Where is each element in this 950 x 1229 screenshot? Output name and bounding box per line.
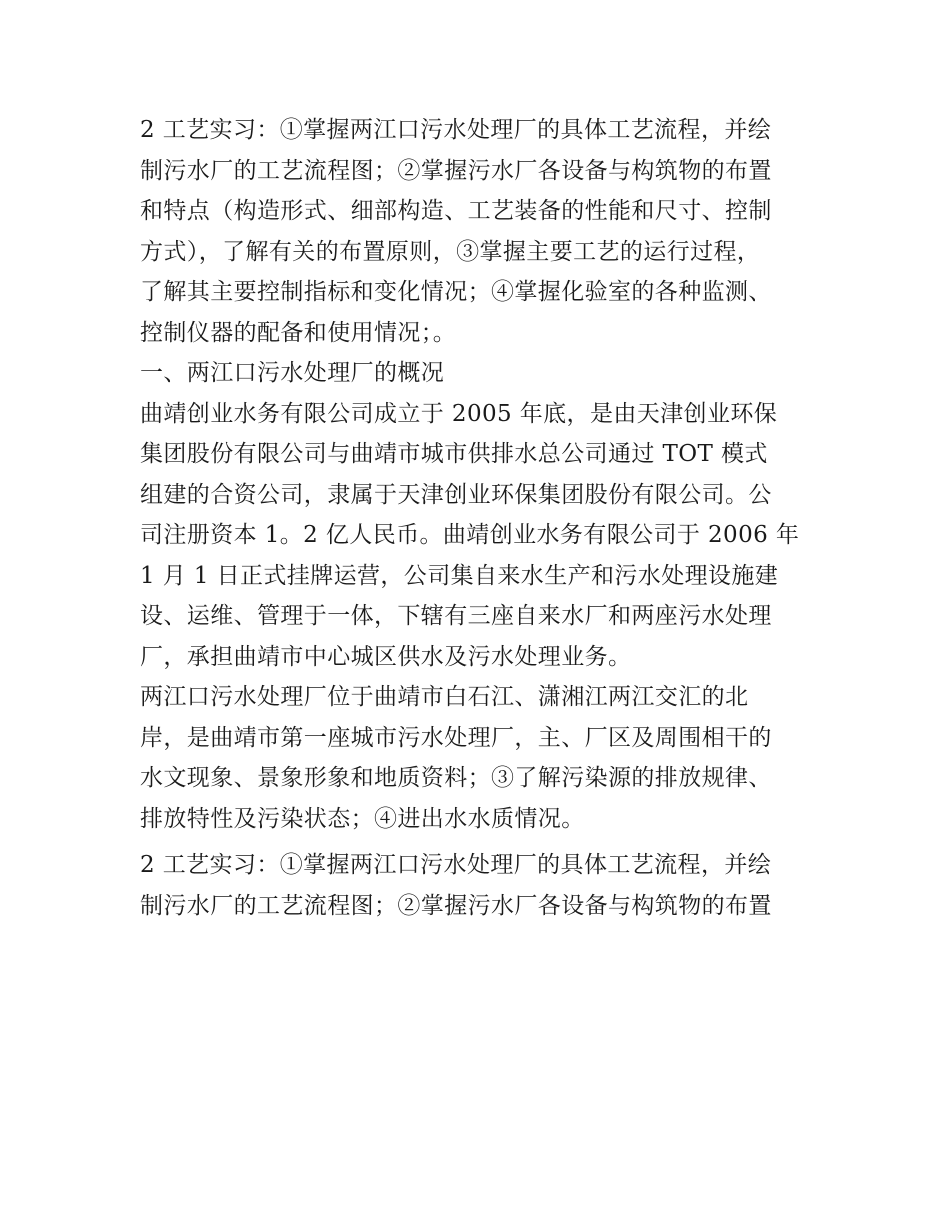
paragraph-line: 了解其主要控制指标和变化情况；④掌握化验室的各种监测、 [140, 279, 772, 305]
paragraph-line: 司注册资本 1。2 亿人民币。曲靖创业水务有限公司于 2006 年 [140, 522, 800, 548]
paragraph-line: 制污水厂的工艺流程图；②掌握污水厂各设备与构筑物的布置 [140, 157, 772, 184]
paragraph-line: 和特点（构造形式、细部构造、工艺装备的性能和尺寸、控制 [140, 198, 772, 224]
paragraph-line: 岸，是曲靖市第一座城市污水处理厂，主、厂区及周围相干的 [140, 724, 772, 751]
paragraph-line: 厂，承担曲靖市中心城区供水及污水处理业务。 [140, 643, 632, 670]
paragraph-line: 控制仪器的配备和使用情况；。 [140, 319, 457, 346]
paragraph-line: 曲靖创业水务有限公司成立于 2005 年底，是由天津创业环保 [140, 400, 778, 427]
document-body [140, 110, 820, 926]
paragraph-line: 集团股份有限公司与曲靖市城市供排水总公司通过 TOT 模式 [140, 441, 768, 467]
paragraph-line: 排放特性及污染状态；④进出水水质情况。 [140, 805, 585, 832]
paragraph-line: 方式），了解有关的布置原则，③掌握主要工艺的运行过程， [140, 238, 761, 265]
paragraph-line: 设、运维、管理于一体，下辖有三座自来水厂和两座污水处理 [140, 603, 772, 629]
paragraph-line: 2 工艺实习：①掌握两江口污水处理厂的具体工艺流程，并绘 [140, 117, 772, 143]
paragraph-line: 两江口污水处理厂位于曲靖市白石江、潇湘江两江交汇的北 [140, 684, 749, 710]
paragraph-line: 水文现象、景象形象和地质资料；③了解污染源的排放规律、 [140, 765, 772, 791]
section-heading: 一、两江口污水处理厂的概况 [140, 360, 445, 386]
paragraph-line: 1 月 1 日正式挂牌运营，公司集自来水生产和污水处理设施建 [140, 562, 779, 589]
paragraph-line: 2 工艺实习：①掌握两江口污水处理厂的具体工艺流程，并绘 [140, 852, 772, 878]
paragraph-line: 组建的合资公司，隶属于天津创业环保集团股份有限公司。公 [140, 481, 772, 508]
paragraph-line: 制污水厂的工艺流程图；②掌握污水厂各设备与构筑物的布置 [140, 892, 772, 919]
